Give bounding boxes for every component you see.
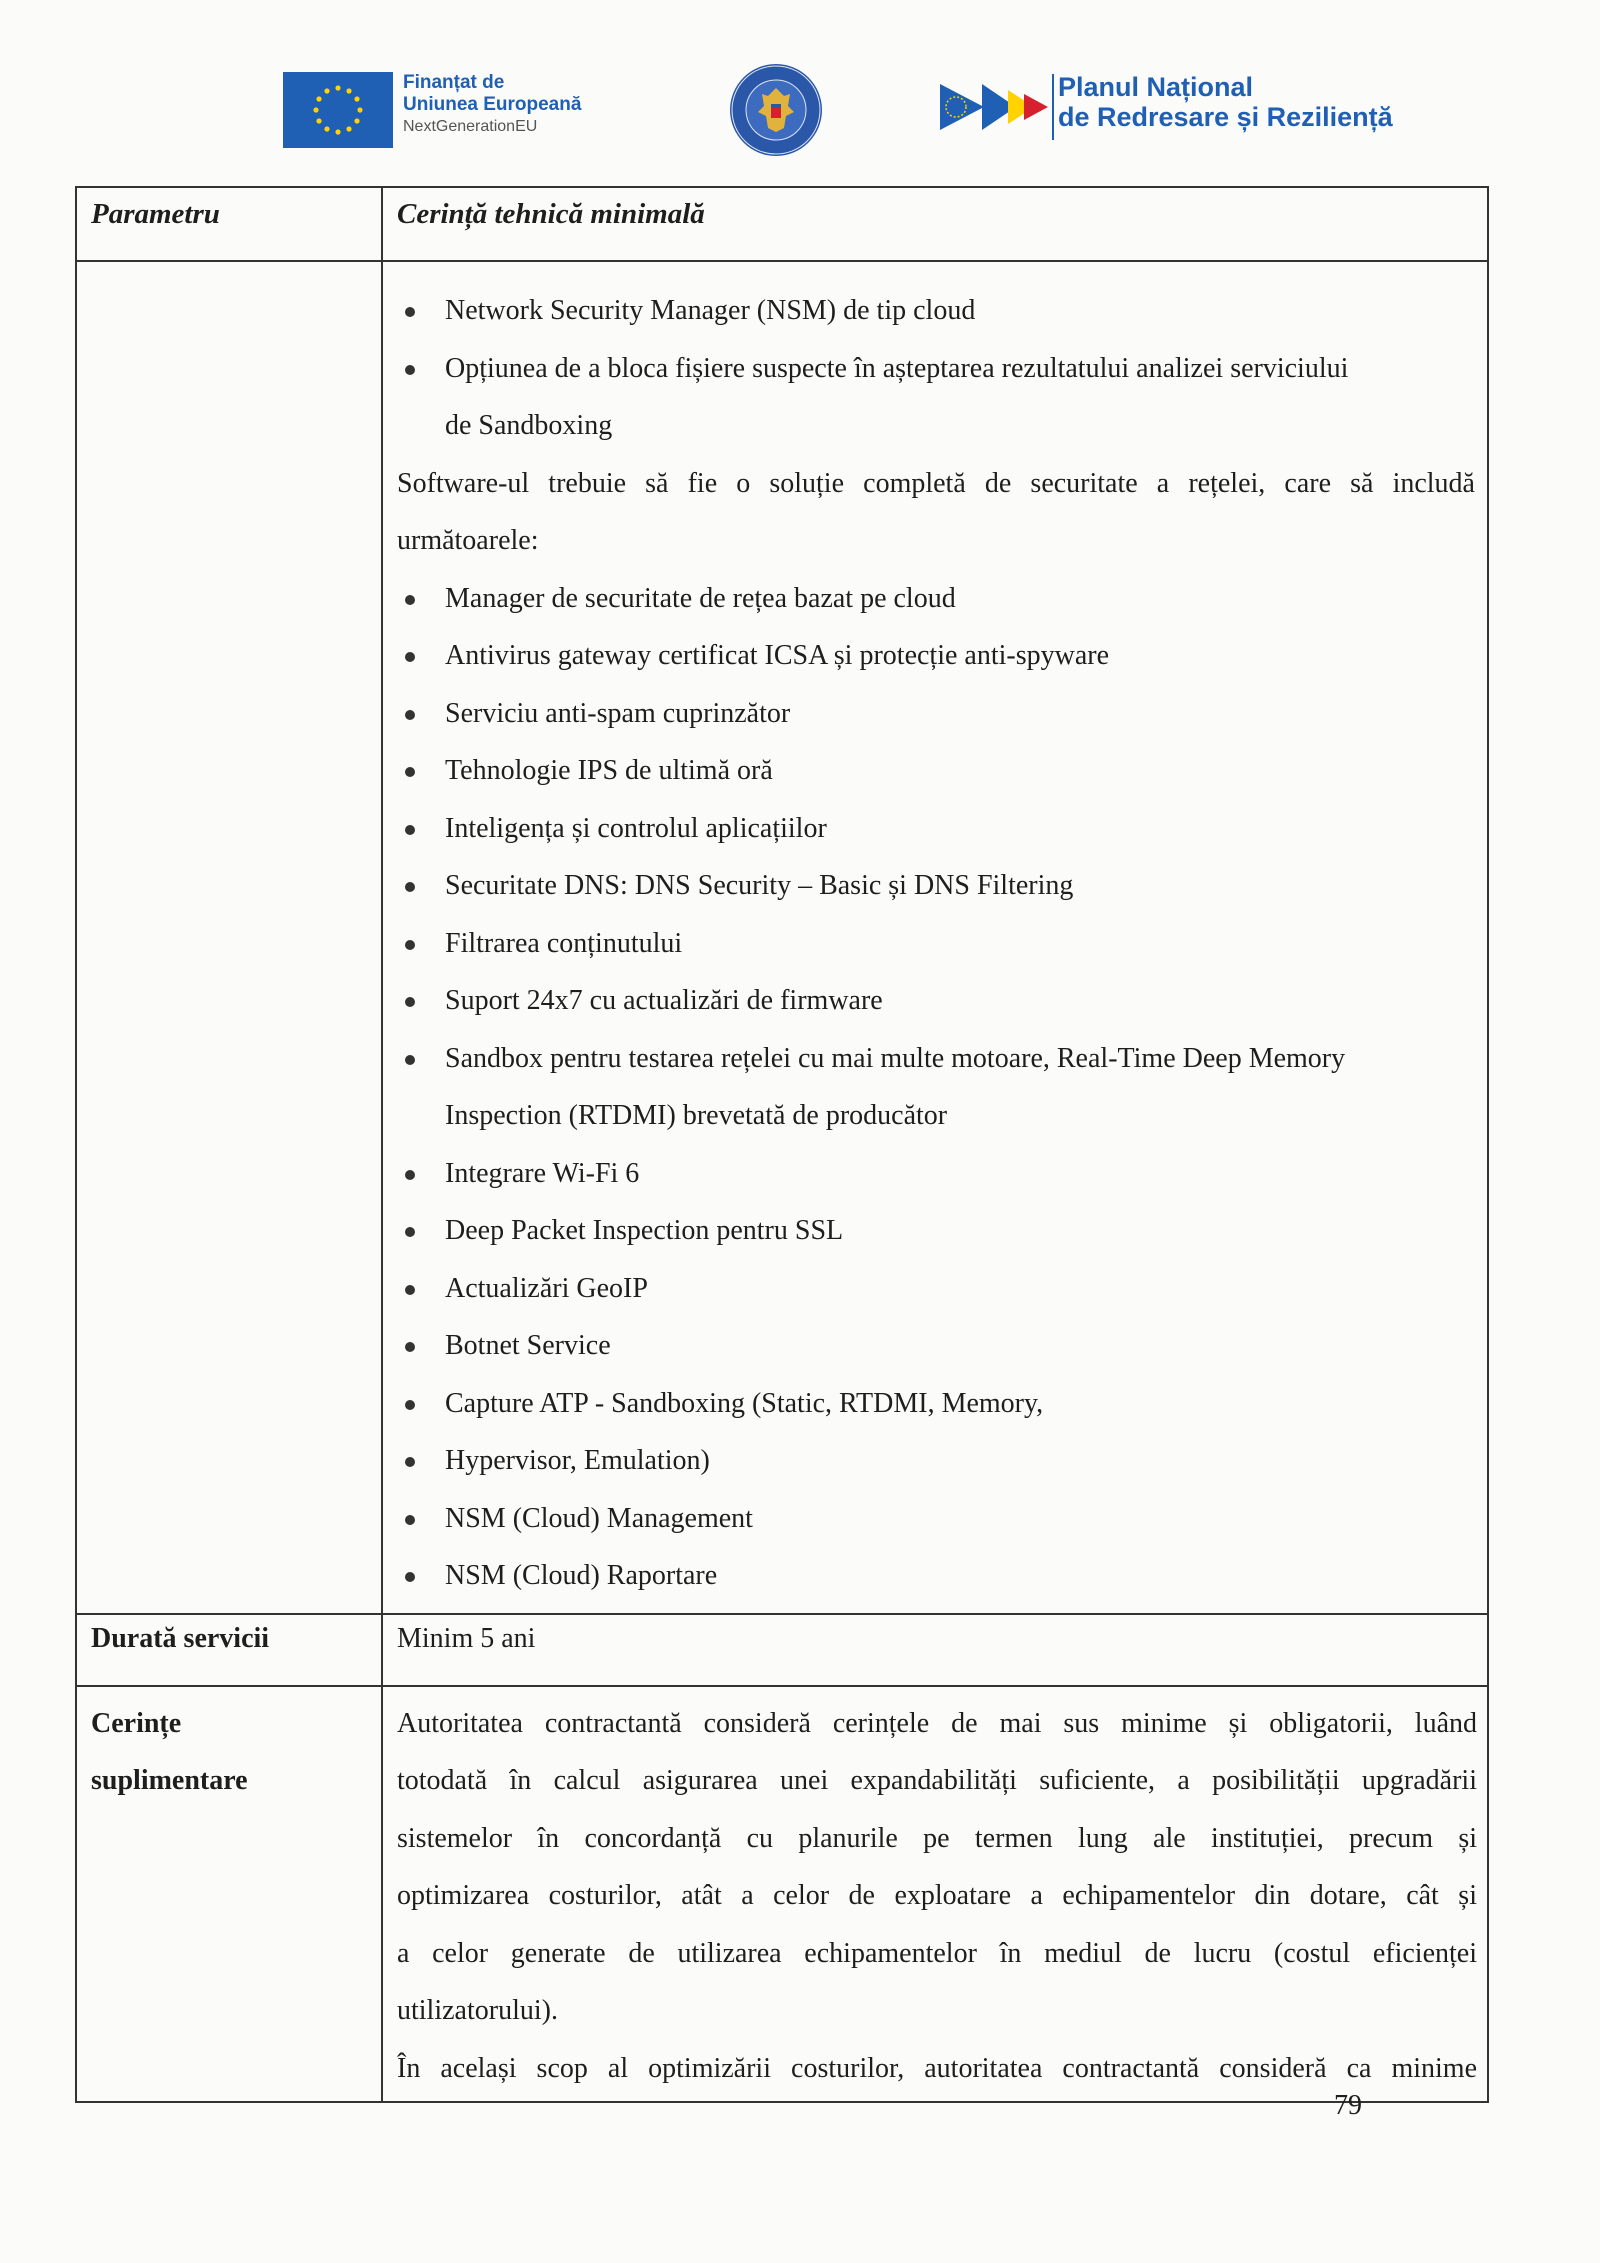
- requirement-cell: [382, 261, 1488, 1614]
- list-item: [397, 1202, 1475, 1260]
- list-item: [397, 627, 1475, 685]
- paragraph-line: a celor generate de utilizarea echipamentelor în mediul de lucru (costul eficienței: [397, 1937, 1477, 1969]
- list-item: [397, 1030, 1475, 1088]
- requirement-list-top: [397, 282, 1475, 455]
- list-item: [397, 1375, 1475, 1433]
- list-item: [397, 1145, 1475, 1203]
- bullet-icon: [405, 1055, 415, 1065]
- param-cell-empty: [76, 261, 382, 1614]
- header-cerinta: Cerință tehnică minimală: [382, 187, 1488, 261]
- eu-stars-icon: [283, 72, 393, 148]
- bullet-icon: [405, 882, 415, 892]
- paragraph-line: Autoritatea contractantă consideră cerințele de mai sus minime și obligatorii, luând: [397, 1707, 1477, 1739]
- table-row: [76, 1686, 1488, 2103]
- list-item: [397, 1432, 1475, 1490]
- list-item: [397, 800, 1475, 858]
- list-item: [397, 1490, 1475, 1548]
- bullet-icon: [405, 652, 415, 662]
- list-item-text: Manager de securitate de rețea bazat pe cloud: [445, 582, 956, 614]
- list-item-text: Securitate DNS: DNS Security – Basic și DNS Filtering: [445, 870, 1074, 901]
- list-item-text: Hypervisor, Emulation): [445, 1445, 710, 1476]
- list-item: [397, 742, 1475, 800]
- list-item-text: Capture ATP - Sandboxing (Static, RTDMI, Memory,: [445, 1387, 1044, 1419]
- list-item: [397, 282, 1475, 340]
- eu-logo-line2: Uniunea Europeană: [403, 94, 582, 115]
- eu-logo-text: [403, 72, 581, 138]
- pnrr-logo-line1: Planul Național: [1058, 72, 1254, 102]
- eu-flag-icon: [283, 72, 393, 148]
- list-item: [397, 857, 1475, 915]
- list-item-text: Filtrarea conținutului: [445, 927, 683, 959]
- paragraph-line: În același scop al optimizării costurilor, autoritatea contractantă consideră ca minime: [397, 2052, 1477, 2084]
- eu-logo-line3: NextGenerationEU: [403, 118, 538, 135]
- table-header-row: [76, 187, 1488, 261]
- header-parametru: Parametru: [76, 187, 382, 261]
- list-item-text: Botnet Service: [445, 1330, 611, 1361]
- bullet-icon: [405, 1285, 415, 1295]
- paragraph-line: Software-ul trebuie să fie o soluție completă de securitate a rețelei, care să includă: [397, 467, 1475, 499]
- durata-servicii-value: Minim 5 ani: [382, 1614, 1488, 1686]
- list-item-text: Inteligența și controlul aplicațiilor: [445, 812, 827, 844]
- list-item: [397, 1260, 1475, 1318]
- list-item-text: Suport 24x7 cu actualizări de firmware: [445, 985, 883, 1016]
- label-line: Cerințe: [91, 1707, 182, 1739]
- bullet-icon: [405, 1342, 415, 1352]
- cerinte-suplimentare-text: [382, 1686, 1488, 2103]
- list-item: [397, 1317, 1475, 1375]
- paragraph-line: optimizarea costurilor, atât a celor de exploatare a echipamentelor din dotare, cât și: [397, 1880, 1477, 1911]
- table-row: [76, 1614, 1488, 1686]
- bullet-icon: [405, 825, 415, 835]
- durata-servicii-label: Durată servicii: [76, 1614, 382, 1686]
- paragraph-line: utilizatorului).: [397, 1995, 558, 2026]
- list-item-text: de Sandboxing: [445, 410, 613, 441]
- paragraph-line: următoarele:: [397, 525, 539, 556]
- pnrr-logo-text: [1058, 72, 1393, 132]
- cerinte-suplimentare-label: [76, 1686, 382, 2103]
- list-item: [397, 915, 1475, 973]
- bullet-icon: [405, 997, 415, 1007]
- list-item: [397, 972, 1475, 1030]
- romanian-government-seal-icon: [728, 62, 824, 158]
- list-item-continuation: [397, 397, 1475, 455]
- list-item-text: Antivirus gateway certificat ICSA și protecție anti-spyware: [445, 640, 1110, 671]
- list-item-text: Opțiunea de a bloca fișiere suspecte în așteptarea rezultatului analizei serviciului: [445, 352, 1349, 384]
- list-item-text: NSM (Cloud) Management: [445, 1502, 753, 1534]
- technical-spec-table: [75, 186, 1489, 2103]
- table-row: [76, 261, 1488, 1614]
- paragraph-line: sistemelor în concordanță cu planurile pe termen lung ale instituției, precum și: [397, 1822, 1477, 1854]
- label-line: suplimentare: [91, 1764, 248, 1796]
- eu-logo-line1: Finanțat de: [403, 72, 505, 93]
- bullet-icon: [405, 1515, 415, 1525]
- list-item-text: Sandbox pentru testarea rețelei cu mai multe motoare, Real-Time Deep Memory: [445, 1042, 1346, 1074]
- bullet-icon: [405, 1227, 415, 1237]
- list-item-text: Integrare Wi-Fi 6: [445, 1157, 640, 1189]
- bullet-icon: [405, 940, 415, 950]
- list-item-text: Inspection (RTDMI) brevetată de producător: [445, 1100, 948, 1131]
- list-item: [397, 570, 1475, 628]
- list-item-text: Tehnologie IPS de ultimă oră: [445, 755, 773, 786]
- bullet-icon: [405, 710, 415, 720]
- pnrr-logo-icon: [938, 76, 1050, 138]
- list-item-text: Deep Packet Inspection pentru SSL: [445, 1215, 844, 1246]
- cerinte-suplimentare-lines: [397, 1695, 1477, 2098]
- list-item: [397, 1547, 1475, 1605]
- list-item-continuation: [397, 1087, 1475, 1145]
- bullet-icon: [405, 307, 415, 317]
- list-item-text: Network Security Manager (NSM) de tip cloud: [445, 295, 976, 326]
- list-item-text: Actualizări GeoIP: [445, 1272, 648, 1304]
- page-header: [0, 0, 1600, 170]
- requirement-list-bottom: [397, 570, 1475, 1605]
- list-item: [397, 340, 1475, 398]
- bullet-icon: [405, 1170, 415, 1180]
- bullet-icon: [405, 595, 415, 605]
- bullet-icon: [405, 1400, 415, 1410]
- bullet-icon: [405, 1457, 415, 1467]
- pnrr-logo-line2: de Redresare și Reziliență: [1058, 102, 1393, 132]
- bullet-icon: [405, 365, 415, 375]
- list-item: [397, 685, 1475, 743]
- page-number: 79: [1334, 2090, 1362, 2121]
- bullet-icon: [405, 767, 415, 777]
- list-item-text: Serviciu anti-spam cuprinzător: [445, 697, 791, 729]
- list-item-text: NSM (Cloud) Raportare: [445, 1560, 718, 1591]
- pnrr-logo-divider: [1052, 74, 1054, 140]
- bullet-icon: [405, 1572, 415, 1582]
- paragraph-line: totodată în calcul asigurarea unei expandabilități suficiente, a posibilității upgradării: [397, 1765, 1477, 1796]
